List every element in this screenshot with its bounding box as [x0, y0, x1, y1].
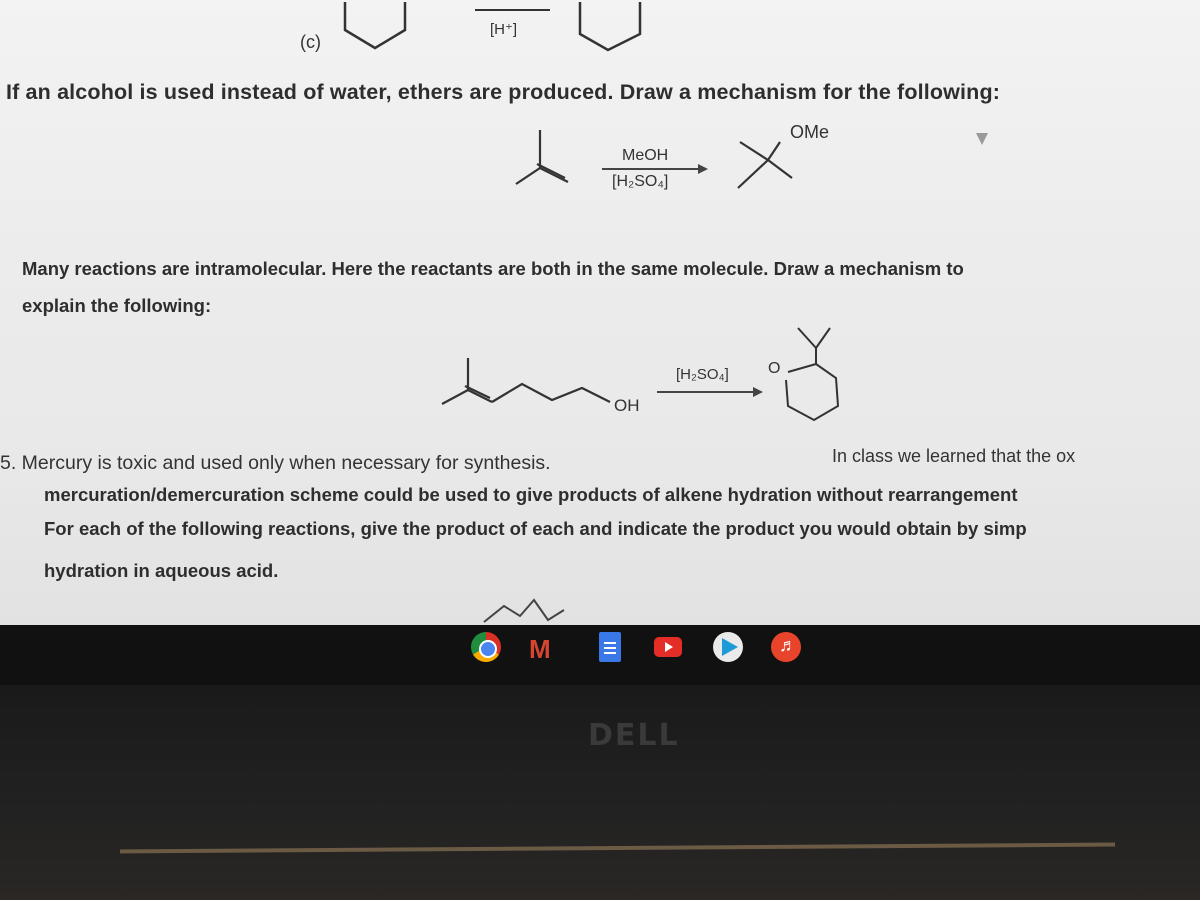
play-store-icon[interactable] — [713, 632, 743, 662]
q5-text-line4: hydration in aqueous acid. — [44, 560, 279, 581]
chrome-icon[interactable] — [471, 632, 501, 662]
cyclic-ether-structure — [770, 320, 860, 430]
alkene-reactant-structure — [510, 118, 590, 198]
rxn1-catalyst: [H₂SO₄] — [612, 173, 669, 190]
rxn2-oh-label: OH — [614, 396, 640, 415]
q5-text-line1b: In class we learned that the ox — [832, 446, 1076, 466]
dell-logo: DELL — [588, 718, 680, 753]
intramolecular-text-line2: explain the following: — [22, 295, 212, 316]
rxn2-catalyst: [H₂SO₄] — [676, 366, 729, 383]
q5-text-line2: mercuration/demercuration scheme could be used to give products of alkene hydration without rearrangement — [44, 484, 1018, 505]
cursor-icon — [976, 133, 988, 145]
ether-intro-text: If an alcohol is used instead of water, ethers are produced. Draw a mechanism for the following: — [6, 80, 1001, 104]
part-c-label: (c) — [300, 32, 321, 52]
gmail-icon[interactable]: M — [529, 634, 551, 664]
rxn1-reagent: MeOH — [622, 147, 669, 164]
partial-structure — [480, 592, 590, 628]
hydroxy-alkene-structure — [430, 350, 630, 420]
q5-text-line3: For each of the following reactions, give the product of each and indicate the product you would obtain by simp — [44, 518, 1027, 539]
part-c-catalyst: [H⁺] — [490, 21, 518, 38]
music-icon[interactable]: ♬ — [771, 632, 801, 662]
youtube-icon[interactable] — [654, 637, 682, 657]
rxn1-product-group: OMe — [790, 122, 830, 142]
intramolecular-text-line1: Many reactions are intramolecular. Here the reactants are both in the same molecule. Draw a mechanism to — [22, 258, 964, 279]
docs-icon[interactable] — [599, 632, 621, 662]
rxn2-arrow — [655, 385, 765, 399]
rxn2-ring-oxygen: O — [768, 360, 781, 377]
ether-product-structure — [720, 130, 810, 200]
q5-text-line1a: 5. Mercury is toxic and used only when necessary for synthesis. — [0, 452, 551, 474]
